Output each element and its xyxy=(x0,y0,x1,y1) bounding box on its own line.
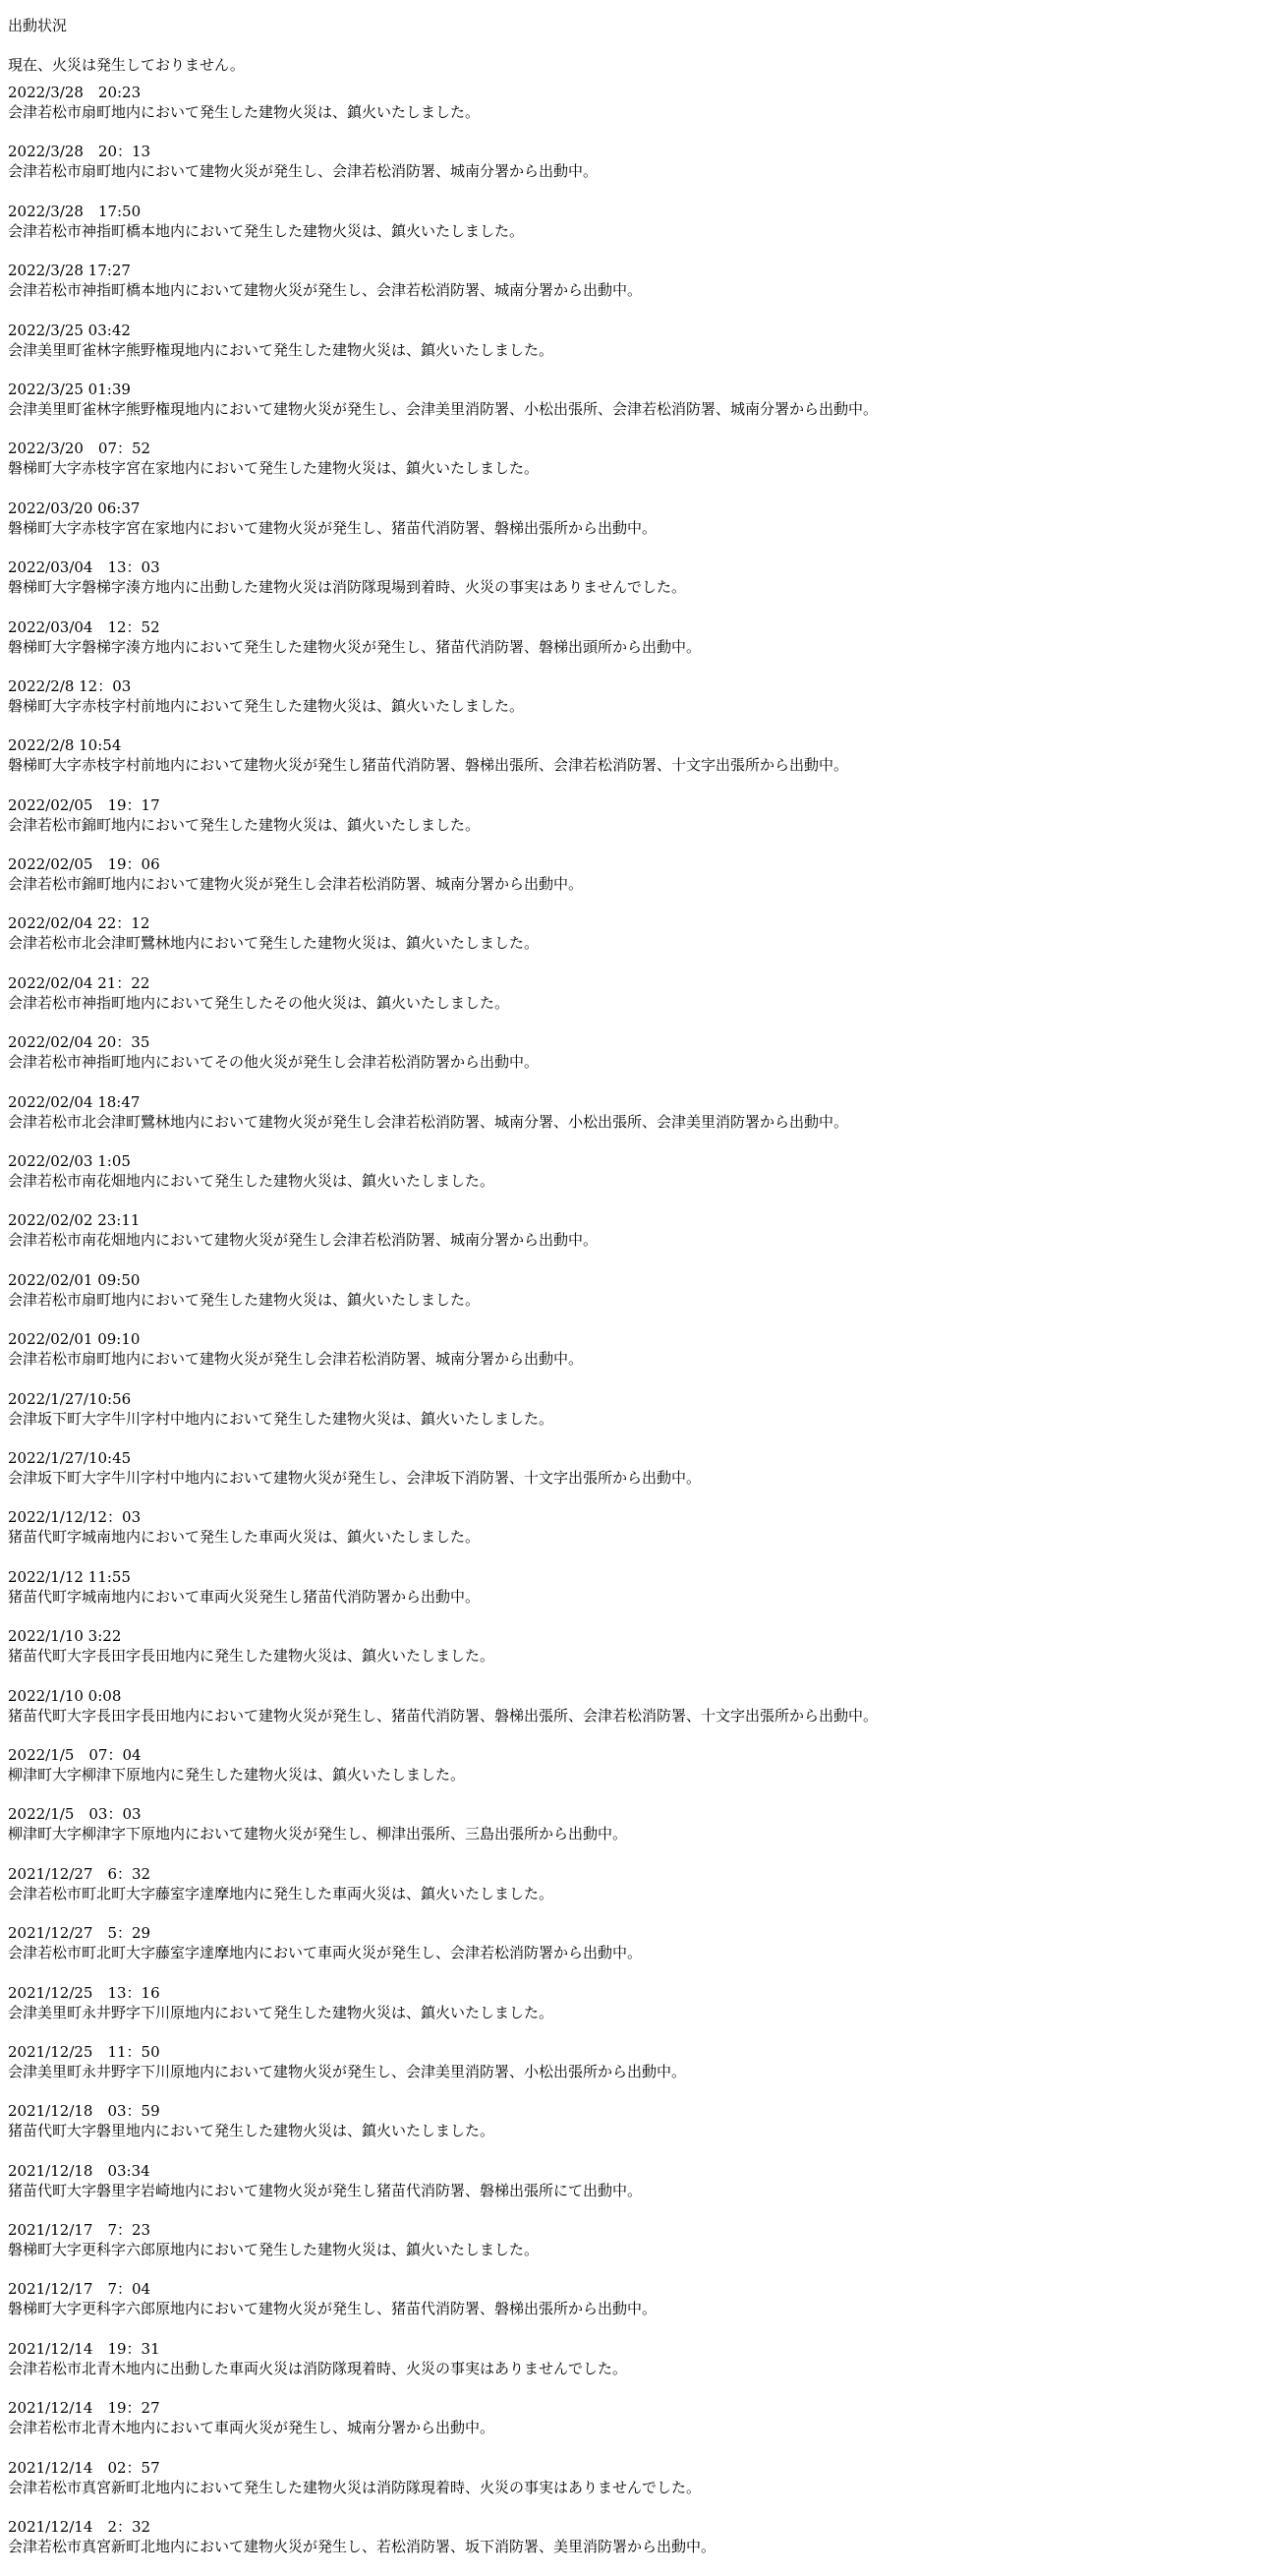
dispatch-entry xyxy=(8,2517,1254,2576)
entry-description: 会津美里町雀林字熊野権現地内において発生した建物火災は、鎮火いたしました。 xyxy=(8,340,554,359)
entry-timestamp: 2022/2/8 10:54 xyxy=(8,736,122,755)
dispatch-entry xyxy=(8,1389,1254,1448)
dispatch-entry xyxy=(8,2161,1254,2220)
dispatch-entry xyxy=(8,202,1254,261)
dispatch-entry xyxy=(8,1983,1254,2042)
dispatch-entry xyxy=(8,854,1254,913)
entry-timestamp: 2022/03/04 12：52 xyxy=(8,617,160,636)
dispatch-entry xyxy=(8,1745,1254,1804)
dispatch-list xyxy=(8,83,1254,2576)
entry-description: 猪苗代町大字磐里地内において発生した建物火災は、鎮火いたしました。 xyxy=(8,2122,495,2140)
entry-description: 柳津町大字柳津下原地内に発生した建物火災は、鎮火いたしました。 xyxy=(8,1765,466,1784)
entry-timestamp: 2022/3/28 20：13 xyxy=(8,143,151,161)
entry-description: 磐梯町大字赤枝字村前地内において建物火災が発生し猪苗代消防署、磐梯出張所、会津若松消防署、十文字出張所から出動中。 xyxy=(8,756,849,775)
dispatch-entry xyxy=(8,439,1254,498)
entry-description: 猪苗代町字城南地内において発生した車両火災は、鎮火いたしました。 xyxy=(8,1528,481,1547)
entry-description: 会津若松市神指町橋本地内において発生した建物火災は、鎮火いたしました。 xyxy=(8,221,525,240)
entry-timestamp: 2022/3/20 07：52 xyxy=(8,439,151,458)
entry-description: 会津若松市錦町地内において発生した建物火災は、鎮火いたしました。 xyxy=(8,815,481,834)
dispatch-entry xyxy=(8,1092,1254,1151)
entry-timestamp: 2022/03/20 06:37 xyxy=(8,498,141,517)
entry-description: 猪苗代町字城南地内において車両火災発生し猪苗代消防署から出動中。 xyxy=(8,1587,481,1606)
entry-description: 会津若松市北会津町鷺林地内において建物火災が発生し会津若松消防署、城南分署、小松出張所、会津美里消防署から出動中。 xyxy=(8,1112,849,1131)
entry-timestamp: 2021/12/25 13：16 xyxy=(8,1983,160,2002)
dispatch-entry xyxy=(8,1864,1254,1923)
entry-description: 会津坂下町大字牛川字村中地内において発生した建物火災は、鎮火いたしました。 xyxy=(8,1409,554,1428)
dispatch-entry xyxy=(8,2458,1254,2517)
entry-description: 会津若松市扇町地内において建物火災が発生し会津若松消防署、城南分署から出動中。 xyxy=(8,1350,584,1369)
entry-timestamp: 2022/1/5 07：04 xyxy=(8,1745,142,1764)
entry-description: 会津若松市南花畑地内において建物火災が発生し会津若松消防署、城南分署から出動中。 xyxy=(8,1231,599,1250)
dispatch-entry xyxy=(8,321,1254,380)
dispatch-entry xyxy=(8,2279,1254,2338)
entry-description: 会津美里町永井野字下川原地内において発生した建物火災は、鎮火いたしました。 xyxy=(8,2003,554,2021)
entry-description: 会津若松市町北町大字藤室字達摩地内に発生した車両火災は、鎮火いたしました。 xyxy=(8,1884,554,1903)
dispatch-entry xyxy=(8,2101,1254,2160)
dispatch-entry xyxy=(8,557,1254,616)
entry-timestamp: 2021/12/14 19：31 xyxy=(8,2339,160,2358)
dispatch-entry xyxy=(8,913,1254,972)
entry-timestamp: 2021/12/27 6：32 xyxy=(8,1864,151,1883)
entry-timestamp: 2021/12/27 5：29 xyxy=(8,1924,151,1943)
entry-timestamp: 2021/12/18 03：59 xyxy=(8,2102,160,2121)
entry-timestamp: 2022/3/28 20:23 xyxy=(8,84,142,101)
entry-timestamp: 2022/02/05 19：17 xyxy=(8,795,160,814)
dispatch-entry xyxy=(8,676,1254,735)
entry-description: 磐梯町大字磐梯字湊方地内に出動した建物火災は消防隊現場到着時、火災の事実はありませんでした。 xyxy=(8,578,687,597)
entry-timestamp: 2021/12/14 19：27 xyxy=(8,2399,160,2418)
entry-description: 会津若松市南花畑地内において発生した建物火災は、鎮火いたしました。 xyxy=(8,1172,495,1191)
page-title: 出動状況 xyxy=(8,17,68,34)
entry-timestamp: 2022/02/03 1:05 xyxy=(8,1152,131,1171)
entry-description: 磐梯町大字赤枝字村前地内において発生した建物火災は、鎮火いたしました。 xyxy=(8,696,525,715)
dispatch-entry xyxy=(8,261,1254,320)
entry-timestamp: 2022/1/27/10:56 xyxy=(8,1389,132,1408)
dispatch-entry xyxy=(8,1507,1254,1566)
entry-description: 会津坂下町大字牛川字村中地内において建物火災が発生し、会津坂下消防署、十文字出張所から出動中。 xyxy=(8,1468,702,1487)
entry-description: 会津若松市町北町大字藤室字達摩地内において車両火災が発生し、会津若松消防署から出動中。 xyxy=(8,1944,643,1962)
dispatch-entry xyxy=(8,1686,1254,1745)
entry-timestamp: 2022/1/10 3:22 xyxy=(8,1627,122,1646)
entry-description: 会津若松市北青木地内に出動した車両火災は消防隊現着時、火災の事実はありませんでした。 xyxy=(8,2359,628,2377)
entry-timestamp: 2022/3/25 03:42 xyxy=(8,321,131,339)
entry-timestamp: 2022/1/10 0:08 xyxy=(8,1686,122,1705)
entry-timestamp: 2022/3/28 17:27 xyxy=(8,262,131,280)
entry-timestamp: 2022/02/05 19：06 xyxy=(8,855,160,874)
entry-timestamp: 2021/12/17 7：04 xyxy=(8,2280,151,2299)
entry-timestamp: 2021/12/14 2：32 xyxy=(8,2518,151,2537)
entry-description: 猪苗代町大字長田字長田地内に発生した建物火災は、鎮火いたしました。 xyxy=(8,1647,495,1666)
entry-description: 磐梯町大字磐梯字湊方地内において発生した建物火災が発生し、猪苗代消防署、磐梯出頭所から出動中。 xyxy=(8,637,702,656)
entry-timestamp: 2022/02/01 09:50 xyxy=(8,1270,141,1289)
dispatch-entry xyxy=(8,2398,1254,2457)
current-status: 現在、火災は発生しておりません。 xyxy=(8,56,245,74)
dispatch-entry xyxy=(8,795,1254,854)
dispatch-entry xyxy=(8,83,1254,142)
entry-timestamp: 2022/02/04 18:47 xyxy=(8,1092,141,1111)
entry-timestamp: 2022/03/04 13：03 xyxy=(8,558,160,577)
dispatch-entry xyxy=(8,380,1254,439)
entry-timestamp: 2021/12/17 7：23 xyxy=(8,2221,151,2240)
dispatch-entry xyxy=(8,735,1254,794)
entry-timestamp: 2022/02/04 22：12 xyxy=(8,914,150,933)
dispatch-entry xyxy=(8,1923,1254,1982)
entry-description: 会津若松市神指町地内においてその他火災が発生し会津若松消防署から出動中。 xyxy=(8,1053,540,1072)
entry-timestamp: 2021/12/18 03:34 xyxy=(8,2161,150,2180)
dispatch-entry xyxy=(8,1448,1254,1507)
dispatch-entry xyxy=(8,617,1254,676)
entry-timestamp: 2022/1/12 11:55 xyxy=(8,1567,131,1586)
dispatch-entry xyxy=(8,2339,1254,2398)
dispatch-entry xyxy=(8,1329,1254,1388)
dispatch-entry xyxy=(8,1804,1254,1863)
entry-description: 会津若松市神指町橋本地内において建物火災が発生し、会津若松消防署、城南分署から出動中。 xyxy=(8,281,643,300)
dispatch-entry xyxy=(8,1626,1254,1685)
entry-timestamp: 2022/1/27/10:45 xyxy=(8,1448,132,1467)
dispatch-entry xyxy=(8,973,1254,1032)
entry-description: 会津若松市扇町地内において発生した建物火災は、鎮火いたしました。 xyxy=(8,1290,481,1309)
dispatch-entry xyxy=(8,1567,1254,1626)
entry-description: 磐梯町大字更科字六郎原地内において発生した建物火災は、鎮火いたしました。 xyxy=(8,2241,540,2259)
entry-timestamp: 2022/02/02 23:11 xyxy=(8,1211,141,1230)
dispatch-entry xyxy=(8,2042,1254,2101)
entry-description: 会津若松市北会津町鷺林地内において発生した建物火災は、鎮火いたしました。 xyxy=(8,934,540,953)
entry-timestamp: 2022/3/25 01:39 xyxy=(8,380,131,398)
entry-description: 会津若松市扇町地内において発生した建物火災は、鎮火いたしました。 xyxy=(8,103,481,121)
entry-description: 猪苗代町大字磐里字岩崎地内において建物火災が発生し猪苗代消防署、磐梯出張所にて出動中。 xyxy=(8,2181,643,2199)
entry-timestamp: 2022/2/8 12：03 xyxy=(8,676,132,695)
entry-description: 会津美里町雀林字熊野権現地内において建物火災が発生し、会津美里消防署、小松出張所、会津若松消防署、城南分署から出動中。 xyxy=(8,399,879,418)
entry-description: 会津若松市真宮新町北地内において建物火災が発生し、若松消防署、坂下消防署、美里消防署から出動中。 xyxy=(8,2538,717,2556)
entry-description: 会津若松市錦町地内において建物火災が発生し会津若松消防署、城南分署から出動中。 xyxy=(8,875,584,894)
entry-description: 会津美里町永井野字下川原地内において建物火災が発生し、会津美里消防署、小松出張所から出動中。 xyxy=(8,2062,687,2080)
dispatch-entry xyxy=(8,1032,1254,1091)
entry-timestamp: 2022/02/04 20：35 xyxy=(8,1033,150,1052)
entry-description: 磐梯町大字赤枝字宮在家地内において建物火災が発生し、猪苗代消防署、磐梯出張所から出動中。 xyxy=(8,518,658,537)
dispatch-entry xyxy=(8,142,1254,201)
entry-description: 会津若松市神指町地内において発生したその他火災は、鎮火いたしました。 xyxy=(8,993,510,1012)
entry-description: 会津若松市北青木地内において車両火災が発生し、城南分署から出動中。 xyxy=(8,2419,495,2437)
entry-timestamp: 2021/12/25 11：50 xyxy=(8,2042,160,2061)
entry-description: 柳津町大字柳津字下原地内において建物火災が発生し、柳津出張所、三島出張所から出動中。 xyxy=(8,1825,628,1844)
entry-timestamp: 2022/1/12/12：03 xyxy=(8,1508,142,1527)
entry-description: 猪苗代町大字長田字長田地内において建物火災が発生し、猪苗代消防署、磐梯出張所、会津若松消防署、十文字出張所から出動中。 xyxy=(8,1706,879,1725)
dispatch-entry xyxy=(8,1210,1254,1269)
entry-description: 磐梯町大字更科字六郎原地内において建物火災が発生し、猪苗代消防署、磐梯出張所から出動中。 xyxy=(8,2300,658,2318)
entry-timestamp: 2022/02/01 09:10 xyxy=(8,1330,141,1349)
dispatch-entry xyxy=(8,2220,1254,2279)
dispatch-entry xyxy=(8,498,1254,557)
entry-timestamp: 2021/12/14 02：57 xyxy=(8,2458,160,2477)
entry-timestamp: 2022/3/28 17:50 xyxy=(8,202,142,220)
entry-description: 会津若松市扇町地内において建物火災が発生し、会津若松消防署、城南分署から出動中。 xyxy=(8,162,599,181)
entry-timestamp: 2022/1/5 03：03 xyxy=(8,1805,142,1824)
dispatch-entry xyxy=(8,1270,1254,1329)
entry-timestamp: 2022/02/04 21：22 xyxy=(8,973,150,992)
entry-description: 磐梯町大字赤枝字宮在家地内において発生した建物火災は、鎮火いたしました。 xyxy=(8,459,540,478)
dispatch-entry xyxy=(8,1151,1254,1210)
entry-description: 会津若松市真宮新町北地内において発生した建物火災は消防隊現着時、火災の事実はありませんでした。 xyxy=(8,2478,702,2496)
